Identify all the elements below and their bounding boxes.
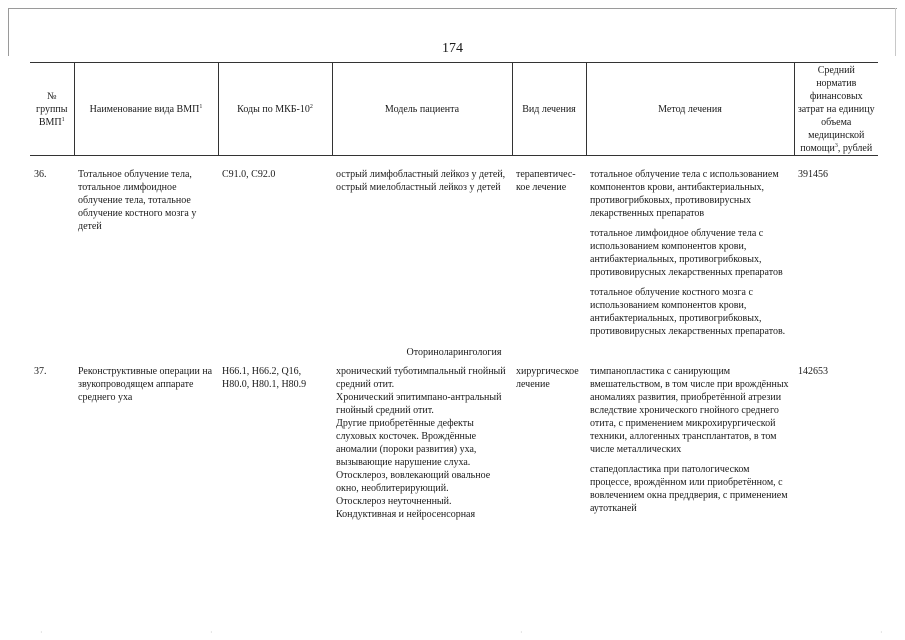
row-patient-model — [332, 365, 512, 521]
vmp-table — [30, 62, 878, 521]
section-header-row — [30, 338, 878, 365]
table-header-row — [30, 63, 878, 156]
row-vmp-name: Тотальное облучение тела, тотальное лимфоидное облучение тела, тотальное облучение костного мозга у детей — [78, 169, 197, 232]
model-line: хронический туботимпальный гнойный средний отит. — [336, 366, 506, 390]
section-title: Оториноларингология — [406, 347, 502, 358]
row-treatment-methods — [586, 168, 794, 338]
header-vmp-name: Наименование вида ВМП$^1$ — [74, 63, 218, 156]
method-item: тотальное облучение костного мозга с использованием компонентов крови, антибактериальных, противогрибковых, противовирусных лекарственных препаратов. — [590, 287, 786, 337]
speck: · — [520, 628, 523, 637]
model-line: Другие приобретённые дефекты слуховых косточек. Врождённые аномалии (пороки развития) уха, вызывающие нарушение слуха. — [336, 418, 477, 468]
header-treatment-type: Вид лечения — [512, 63, 586, 156]
row-average-cost: 391456 — [798, 169, 828, 180]
speck: · — [210, 628, 213, 637]
row-vmp-name: Реконструктивные операции на звукопроводящем аппарате среднего уха — [78, 366, 213, 403]
scan-border-top — [8, 8, 897, 9]
model-line: Кондуктивная и нейросенсорная — [336, 509, 476, 520]
header-treatment-method: Метод лечения — [586, 63, 794, 156]
row-number: 37. — [34, 366, 47, 377]
model-line: Хронический эпитимпано-антральный гнойный средний отит. — [336, 392, 502, 416]
table-row — [30, 168, 878, 338]
model-line: Отосклероз, вовлекающий овальное окно, необлитерирующий. — [336, 470, 491, 494]
method-item: тотальное облучение тела с использованием компонентов крови, антибактериальных, противогрибковых, противовирусных лекарственных препаратов — [590, 169, 779, 219]
model-line: Отосклероз неуточненный. — [336, 496, 452, 507]
row-treatment-type: терапевтичес-кое лечение — [516, 169, 576, 193]
row-average-cost: 142653 — [798, 366, 828, 377]
header-icd-codes: Коды по МКБ-$10^2$ — [218, 63, 332, 156]
method-item: стапедопластика при патологическом процессе, врождённом или приобретённом, с вовлечением окна преддверия, с применением аутотканей — [590, 464, 788, 514]
table-row — [30, 365, 878, 521]
row-patient-model: острый лимфобластный лейкоз у детей, острый миелобластный лейкоз у детей — [336, 169, 506, 193]
header-group-number: № группы ВМП$^1$ — [30, 63, 74, 156]
speck: · — [880, 628, 883, 637]
method-item: тотальное лимфоидное облучение тела с использованием компонентов крови, антибактериальных, противогрибковых, противовирусных лекарственных препаратов — [590, 228, 783, 278]
header-patient-model: Модель пациента — [332, 63, 512, 156]
row-treatment-methods — [586, 365, 794, 521]
row-icd-codes: C91.0, C92.0 — [222, 169, 276, 180]
speck: · — [40, 628, 43, 637]
spacer-row — [30, 156, 878, 169]
row-treatment-type: хирургическое лечение — [516, 366, 579, 390]
page-number: 174 — [442, 41, 463, 56]
row-number: 36. — [34, 169, 47, 180]
method-item: тимпанопластика с санирующим вмешательством, в том числе при врождённых аномалиях развития, приобретённой атрезии вследствие хронического гнойного среднего отита, с применением микрохирургической техники, аллогенных трансплантатов, в том числе металлических — [590, 366, 789, 455]
row-icd-codes: H66.1, H66.2, Q16, H80.0, H80.1, H80.9 — [222, 366, 307, 390]
header-average-cost: Средний норматив финансовых затрат на единицу объема медицинской помощи$^3$, рублей — [794, 63, 878, 156]
